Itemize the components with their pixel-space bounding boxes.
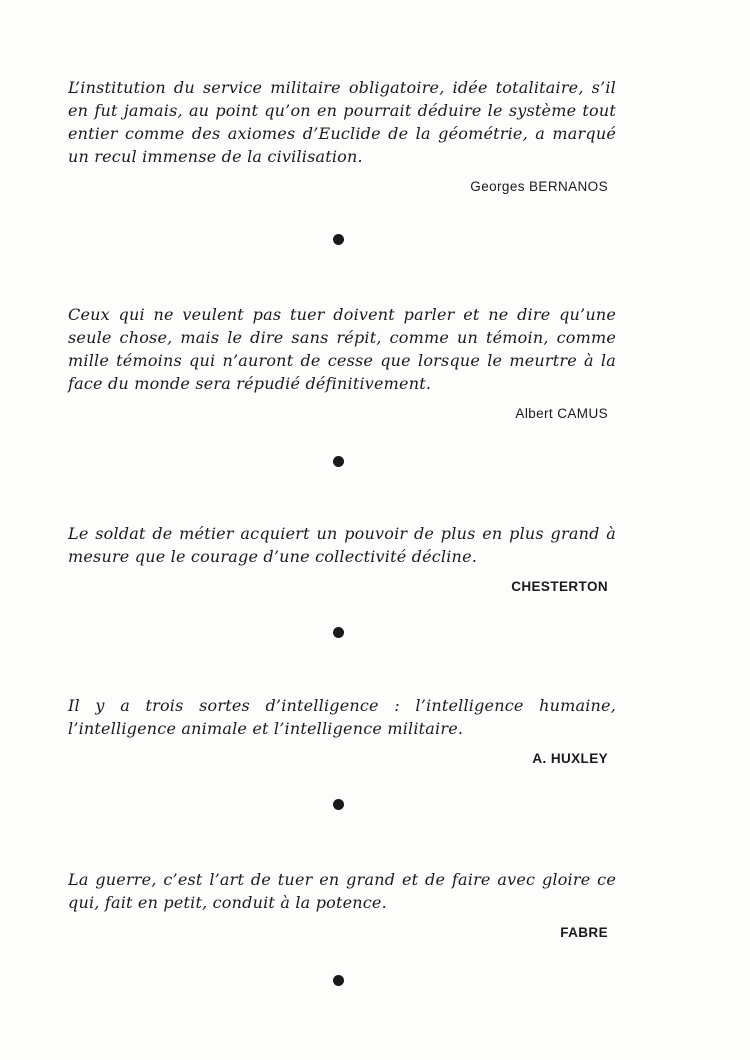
quote-text: Ceux qui ne veulent pas tuer doivent parler et ne dire qu’une seule chose, mais le dire sans répit, comme un témoin, comme mille témoins qui n’auront de cesse que lorsque le meurtre à la face du monde sera répudié définitivement. xyxy=(68,305,616,393)
quote-fabre xyxy=(68,868,616,940)
quote-chesterton xyxy=(68,522,616,594)
quote-author: Albert CAMUS xyxy=(515,406,608,421)
quote-author: FABRE xyxy=(560,925,608,940)
quote-bernanos xyxy=(68,76,616,194)
separator-dot xyxy=(333,456,344,467)
quote-text: L’institution du service militaire obligatoire, idée totalitaire, s’il en fut jamais, au point qu’on en pourrait déduire le système tout entier comme des axiomes d’Euclide de la géométrie, a marqué un recul immense de la civilisation. xyxy=(68,78,616,166)
quote-author: A. HUXLEY xyxy=(532,751,608,766)
separator-dot xyxy=(333,627,344,638)
separator-dot xyxy=(333,234,344,245)
quote-text: Le soldat de métier acquiert un pouvoir de plus en plus grand à mesure que le courage d’une collectivité décline. xyxy=(68,524,616,566)
quote-author: Georges BERNANOS xyxy=(470,179,608,194)
quote-author: CHESTERTON xyxy=(511,579,608,594)
quote-text: La guerre, c’est l’art de tuer en grand et de faire avec gloire ce qui, fait en petit, conduit à la potence. xyxy=(68,870,616,912)
quote-text: Il y a trois sortes d’intelligence : l’intelligence humaine, l’intelligence animale et l’intelligence militaire. xyxy=(68,696,616,738)
quote-camus xyxy=(68,303,616,421)
quote-huxley xyxy=(68,694,616,766)
separator-dot xyxy=(333,799,344,810)
separator-dot xyxy=(333,975,344,986)
